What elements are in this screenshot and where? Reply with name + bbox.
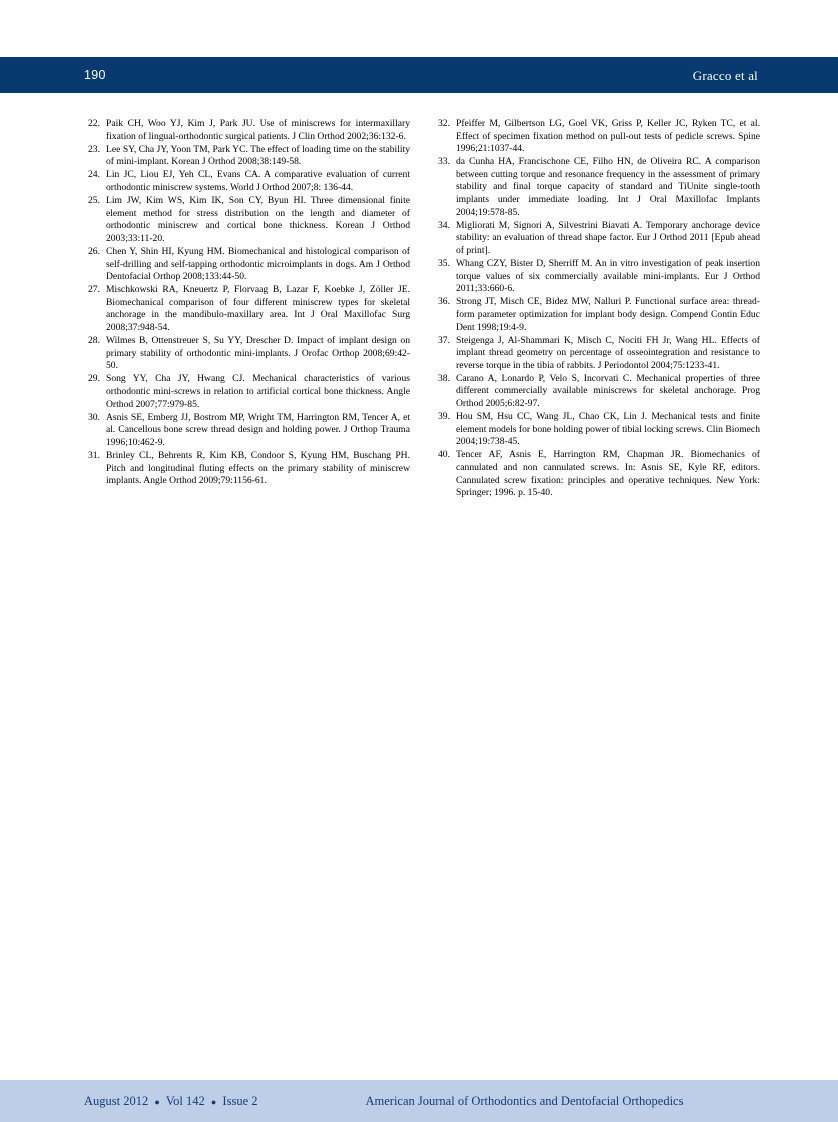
reference-item: [84, 450, 410, 488]
reference-number: 37.: [438, 334, 450, 346]
reference-text: Whang CZY, Bister D, Sherriff M. An in vitro investigation of peak insertion torque values of six commercially available mini-implants. Eur J Orthod 2011;33:660-6.: [456, 258, 760, 295]
reference-item: [84, 195, 410, 245]
reference-text: Paik CH, Woo YJ, Kim J, Park JU. Use of miniscrews for intermaxillary fixation of lingual-orthodontic surgical patients. J Clin Orthod 2002;36:132-6.: [106, 118, 410, 142]
page-footer: [0, 1080, 838, 1122]
reference-text: Mischkowski RA, Kneuertz P, Florvaag B, Lazar F, Koebke J, Zöller JE. Biomechanical comparison of four different miniscrew types for skeletal anchorage in the mandibulo-maxillary area. Int J Oral Maxillofac Surg 2008;37:948-54.: [106, 284, 410, 333]
reference-text: Steigenga J, Al-Shammari K, Misch C, Nociti FH Jr, Wang HL. Effects of implant thread geometry on percentage of osseointegration and resistance to reverse torque in the tibia of rabbits. J Periodontol 2004;75:1233-41.: [456, 334, 760, 371]
reference-item: [434, 335, 760, 373]
reference-item: [84, 284, 410, 334]
reference-number: 39.: [438, 411, 450, 423]
reference-item: [434, 373, 760, 411]
reference-item: [434, 156, 760, 219]
reference-text: Strong JT, Misch CE, Bidez MW, Nalluri P. Functional surface area: thread-form parameter optimization for implant body design. Compend Contin Educ Dent 1998;19:4-9.: [456, 296, 760, 333]
reference-item: [434, 258, 760, 296]
reference-text: Asnis SE, Emberg JJ, Bostrom MP, Wright TM, Harrington RM, Tencer A, et al. Cancellous bone screw thread design and holding power. J Orthop Trauma 1996;10:462-9.: [106, 411, 410, 448]
references-body: [84, 118, 760, 500]
reference-item: [434, 118, 760, 156]
running-header: [0, 57, 838, 93]
reference-text: Carano A, Lonardo P, Velo S, Incorvati C. Mechanical properties of three different commercially available miniscrews for skeletal anchorage. Prog Orthod 2005;6:82-97.: [456, 372, 760, 410]
reference-number: 32.: [438, 118, 450, 129]
reference-item: [84, 169, 410, 194]
reference-item: [84, 335, 410, 373]
reference-number: 24.: [88, 169, 100, 181]
reference-number: 36.: [438, 296, 450, 308]
page-number: 190: [84, 67, 106, 82]
reference-text: Lee SY, Cha JY, Yoon TM, Park YC. The effect of loading time on the stability of mini-implant. Korean J Orthod 2008;38:149-58.: [106, 143, 410, 168]
reference-number: 40.: [438, 449, 450, 461]
reference-item: [84, 118, 410, 143]
reference-number: 28.: [88, 335, 100, 347]
reference-text: Hou SM, Hsu CC, Wang JL, Chao CK, Lin J. Mechanical tests and finite element models for bone holding power of tibial locking screws. Clin Biomech 2004;19:738-45.: [456, 411, 760, 448]
reference-item: [434, 220, 760, 258]
reference-text: Brinley CL, Behrents R, Kim KB, Condoor S, Kyung HM, Buschang PH. Pitch and longitudinal fluting effects on the primary stability of miniscrew implants. Angle Orthod 2009;79:1156-61.: [106, 449, 410, 487]
reference-item: [84, 144, 410, 169]
reference-item: [434, 411, 760, 449]
reference-column-right: [434, 118, 760, 500]
reference-number: 29.: [88, 373, 100, 385]
reference-list-left: [84, 118, 410, 488]
footer-issue-number: Issue 2: [222, 1093, 258, 1108]
reference-text: Pfeiffer M, Gilbertson LG, Goel VK, Griss P, Keller JC, Ryken TC, et al. Effect of specimen fixation method on pull-out tests of pedicle screws. Spine 1996;21:1037-44.: [456, 118, 760, 155]
reference-item: [84, 412, 410, 450]
reference-text: Wilmes B, Ottenstreuer S, Su YY, Drescher D. Impact of implant design on primary stability of orthodontic mini-implants. J Orofac Orthop 2008;69:42-50.: [106, 335, 410, 372]
reference-number: 33.: [438, 156, 450, 168]
reference-number: 25.: [88, 195, 100, 207]
reference-number: 38.: [438, 372, 450, 384]
reference-number: 31.: [88, 449, 100, 461]
reference-number: 23.: [88, 143, 100, 155]
running-head-authors: Gracco et al: [692, 67, 758, 83]
reference-text: Lin JC, Liou EJ, Yeh CL, Evans CA. A comparative evaluation of current orthodontic miniscrew systems. World J Orthod 2007;8: 136-44.: [106, 169, 410, 193]
footer-separator-icon: ●: [210, 1096, 217, 1107]
reference-item: [434, 449, 760, 499]
footer-issue-line: [84, 1094, 258, 1109]
footer-separator-icon: ●: [154, 1096, 160, 1107]
reference-item: [84, 373, 410, 411]
footer-volume: Vol 142: [165, 1093, 205, 1108]
reference-text: Chen Y, Shin HI, Kyung HM. Biomechanical and histological comparison of self-drilling and self-tapping orthodontic microimplants in dogs. Am J Orthod Dentofacial Orthop 2008;133:44-50.: [106, 245, 410, 283]
footer-issue-date: August 2012: [84, 1093, 149, 1108]
reference-text: da Cunha HA, Francischone CE, Filho HN, de Oliveira RC. A comparison between cutting torque and resonance frequency in the assessment of primary stability and final torque capacity of standard and TiUnite single-tooth implants under immediate loading. Int J Oral Maxillofac Implants 2004;19:578-85.: [456, 156, 760, 218]
reference-text: Song YY, Cha JY, Hwang CJ. Mechanical characteristics of various orthodontic mini-screws in relation to artificial cortical bone thickness. Angle Orthod 2007;77:979-85.: [106, 373, 410, 410]
reference-number: 27.: [88, 284, 100, 296]
reference-column-left: [84, 118, 410, 500]
reference-list-right: [434, 118, 760, 500]
reference-text: Migliorati M, Signori A, Silvestrini Biavati A. Temporary anchorage device stability: an evaluation of thread shape factor. Eur J Orthod 2011 [Epub ahead of print].: [456, 219, 760, 256]
reference-number: 26.: [88, 245, 100, 257]
reference-item: [84, 246, 410, 284]
reference-number: 22.: [88, 118, 100, 129]
reference-number: 34.: [438, 219, 450, 231]
reference-text: Lim JW, Kim WS, Kim IK, Son CY, Byun HI. Three dimensional finite element method for stress distribution on the length and diameter of orthodontic miniscrew and cortical bone thickness. Korean J Orthod 2003;33:11-20.: [106, 195, 410, 244]
reference-text: Tencer AF, Asnis E, Harrington RM, Chapman JR. Biomechanics of cannulated and non cannulated screws. In: Asnis SE, Kyle RF, editors. Cannulated screw fixation: principles and operative techniques. New York: Springer; 1996. p. 15-40.: [456, 449, 760, 499]
footer-journal-title: American Journal of Orthodontics and Dentofacial Orthopedics: [365, 1093, 684, 1108]
reference-number: 35.: [438, 258, 450, 270]
reference-number: 30.: [88, 411, 100, 423]
reference-item: [434, 296, 760, 334]
